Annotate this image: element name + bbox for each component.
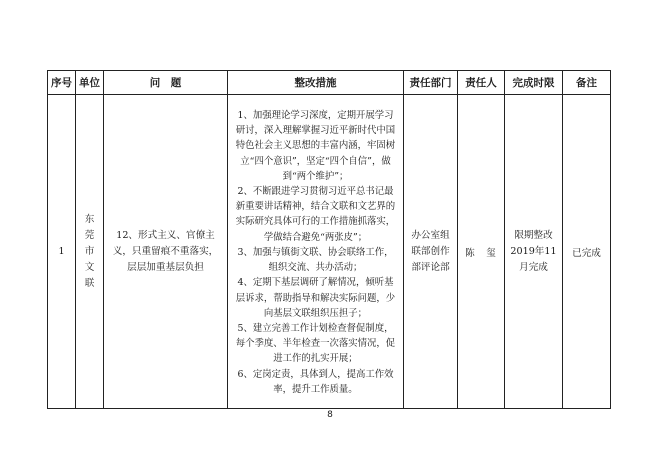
cell-note: 已完成 <box>563 95 611 409</box>
header-seq: 序号 <box>48 71 76 95</box>
table-row <box>48 95 611 409</box>
header-person: 责任人 <box>458 71 505 95</box>
measure-item-6: 6、定岗定责，具体到人，提高工作效率，提升工作质量。 <box>237 368 394 395</box>
cell-seq: 1 <box>48 95 76 409</box>
header-unit: 单位 <box>76 71 104 95</box>
measure-item-5: 5、建立完善工作计划检查督促制度，每个季度、半年检查一次落实情况，促进工作的扎实开展； <box>235 322 396 365</box>
header-note: 备注 <box>563 71 611 95</box>
header-issue: 问 题 <box>104 71 228 95</box>
measure-item-4: 4、定期下基层调研了解情况，倾听基层诉求，帮助指导和解决实际问题，少向基层文联组织压担子； <box>235 277 396 319</box>
cell-dept: 办公室组联部创作部评论部 <box>404 95 458 409</box>
rectification-table <box>47 70 611 409</box>
measure-item-1: 1、加强理论学习深度，定期开展学习研讨，深入理解掌握习近平新时代中国特色社会主义思想的丰富内涵，牢固树立“四个意识”，坚定“四个自信”，做到“两个维护”； <box>235 110 396 182</box>
table-header-row <box>48 71 611 95</box>
measure-item-3: 3、加强与镇街文联、协会联络工作，组织交流、共办活动； <box>237 246 394 274</box>
header-deadline: 完成时限 <box>505 71 563 95</box>
cell-issue: 12、形式主义、官僚主义，只重留痕不重落实，层层加重基层负担 <box>104 95 228 409</box>
cell-measures <box>228 95 404 409</box>
cell-unit: 东莞市文联 <box>76 95 104 409</box>
measure-item-2: 2、不断跟进学习贯彻习近平总书记最新重要讲话精神，结合文联和文艺界的实际研究具体可行的工作措施抓落实，学做结合避免“两张皮”； <box>235 186 396 243</box>
page-number: 8 <box>327 410 333 420</box>
cell-person: 陈 玺 <box>458 95 505 409</box>
cell-deadline: 限期整改2019年11月完成 <box>505 95 563 409</box>
header-measures: 整改措施 <box>228 71 404 95</box>
header-dept: 责任部门 <box>404 71 458 95</box>
